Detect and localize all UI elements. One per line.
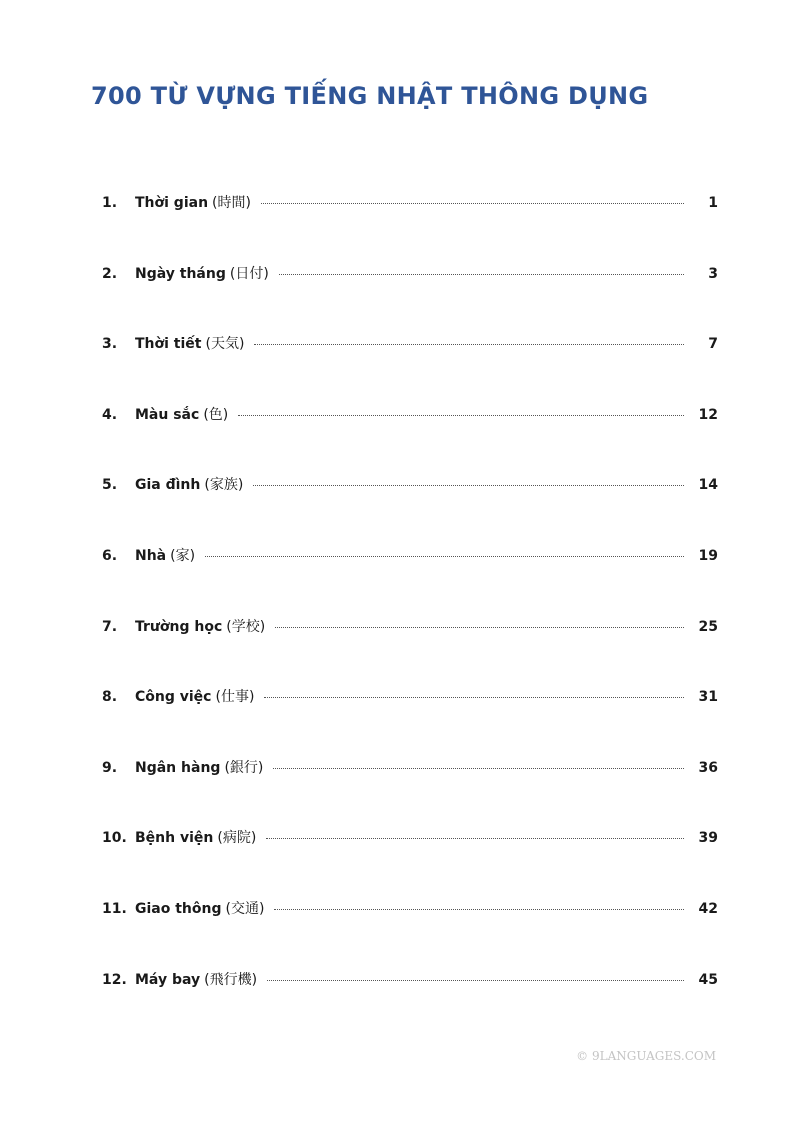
toc-entry-page-number: 45 [698,971,718,988]
toc-entry-number: 9. [102,759,118,776]
toc-entry-kanji: (天気) [205,336,245,353]
toc-entry-number: 2. [102,265,118,282]
toc-entry-title: Thời gian [135,195,209,211]
toc-entry[interactable] [102,686,718,757]
toc-entry-kanji: (日付) [229,265,269,282]
toc-dot-leader [238,415,684,416]
copyright-watermark: © 9LANGUAGES.COM [576,1049,716,1063]
toc-entry-number: 3. [102,336,118,353]
toc-entry[interactable] [102,827,718,898]
toc-entry-title: Gia đình [135,477,201,494]
toc-entry-number: 11. [102,900,127,917]
toc-dot-leader [254,344,684,345]
toc-entry[interactable] [102,757,718,828]
toc-entry-number: 1. [102,195,118,211]
toc-entry[interactable] [102,474,718,545]
table-of-contents [102,192,718,1039]
toc-entry-title: Giao thông [135,900,222,917]
toc-entry-kanji: (銀行) [224,759,264,776]
toc-entry-kanji: (家族) [204,477,244,494]
toc-entry-kanji: (飛行機) [204,971,258,988]
toc-dot-leader [266,838,684,839]
toc-entry-number: 4. [102,406,118,423]
toc-dot-leader [205,556,684,557]
toc-entry-page-number: 12 [698,406,718,423]
toc-entry-page-number: 25 [698,618,718,635]
toc-dot-leader [279,274,684,275]
toc-entry-kanji: (病院) [217,830,257,847]
toc-entry-page-number: 19 [698,547,718,564]
toc-entry-number: 10. [102,830,127,847]
toc-dot-leader [264,697,684,698]
toc-dot-leader [267,980,684,981]
toc-entry-page-number: 39 [698,830,718,847]
toc-entry-kanji: (家) [170,547,196,564]
toc-entry-number: 6. [102,547,118,564]
toc-entry-kanji: (時間) [212,195,251,211]
toc-entry-page-number: 3 [708,265,718,282]
toc-entry-page-number: 42 [698,900,718,917]
toc-entry-title: Màu sắc [135,406,200,423]
toc-entry[interactable] [102,616,718,687]
toc-dot-leader [273,768,684,769]
document-title: 700 TỪ VỰNG TIẾNG NHẬT THÔNG DỤNG [91,82,649,110]
toc-entry[interactable] [102,263,718,334]
toc-entry-page-number: 7 [708,336,718,353]
toc-entry-kanji: (学校) [226,618,266,635]
toc-entry[interactable] [102,545,718,616]
toc-dot-leader [261,203,684,204]
toc-entry-title: Ngân hàng [135,759,221,776]
toc-entry[interactable] [102,404,718,475]
toc-entry-title: Công việc [135,689,212,706]
toc-entry-title: Trường học [135,618,223,635]
toc-entry-kanji: (仕事) [215,689,255,706]
toc-entry-page-number: 36 [698,759,718,776]
toc-entry-page-number: 1 [708,195,718,211]
toc-entry-number: 8. [102,689,118,706]
toc-dot-leader [274,909,684,910]
toc-entry-title: Nhà [135,547,167,564]
toc-entry-title: Ngày tháng [135,265,226,282]
toc-entry[interactable] [102,192,718,263]
toc-entry-page-number: 31 [698,689,718,706]
toc-entry-page-number: 14 [698,477,718,494]
toc-entry-kanji: (交通) [225,900,265,917]
toc-entry[interactable] [102,898,718,969]
toc-dot-leader [253,485,684,486]
toc-entry-kanji: (色) [203,406,229,423]
toc-entry[interactable] [102,333,718,404]
toc-entry-number: 5. [102,477,118,494]
toc-dot-leader [275,627,684,628]
toc-entry-number: 12. [102,971,127,988]
toc-entry-title: Máy bay [135,971,201,988]
toc-entry-number: 7. [102,618,118,635]
toc-entry-title: Bệnh viện [135,830,214,847]
toc-entry-title: Thời tiết [135,336,202,353]
toc-entry[interactable] [102,969,718,1040]
